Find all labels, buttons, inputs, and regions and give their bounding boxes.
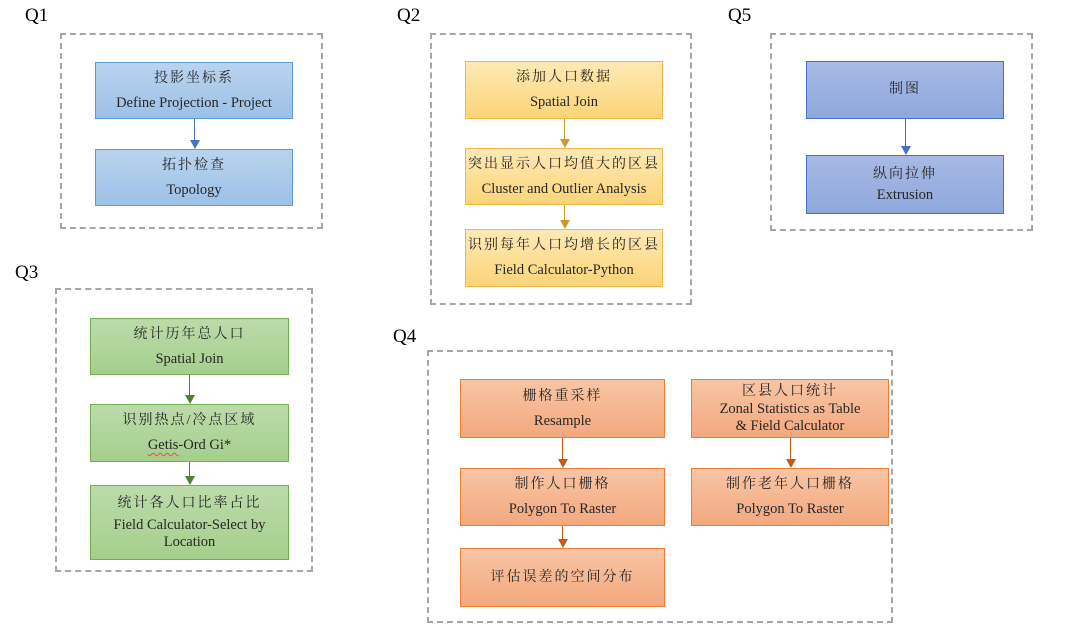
- step-label-zh: 识别每年人口均增长的区县: [468, 238, 660, 253]
- arrow-line: [189, 375, 191, 395]
- flow-step-hotspot-coldspot: [90, 404, 289, 462]
- arrow-line: [564, 205, 566, 220]
- group-container-q3: [55, 288, 313, 572]
- group-container-q4: [427, 350, 893, 623]
- step-label-zh: 投影坐标系: [154, 70, 234, 86]
- step-label-zh: 统计历年总人口: [133, 326, 246, 342]
- step-label-en-line1: Field Calculator-Select by: [113, 516, 266, 533]
- group-label-q3: Q3: [15, 262, 39, 283]
- flow-step-extrusion: [806, 155, 1004, 214]
- step-label-en: Cluster and Outlier Analysis: [481, 180, 647, 197]
- step-label-zh: 突出显示人口均值大的区县: [468, 156, 660, 172]
- group-label-q5: Q5: [728, 5, 752, 26]
- step-label-zh: 制图: [889, 82, 921, 97]
- arrow-line: [562, 526, 564, 539]
- step-label-en-line2: Location: [163, 533, 216, 550]
- step-label-en: Topology: [166, 181, 222, 198]
- group-container-q2: [430, 33, 692, 305]
- group-container-q1: [60, 33, 323, 229]
- flow-arrow: [184, 375, 195, 404]
- step-label-zh: 统计各人口比率占比: [117, 495, 262, 511]
- flow-arrow: [189, 119, 200, 149]
- arrow-head: [558, 539, 568, 548]
- step-label-zh: 识别热点/冷点区域: [122, 413, 257, 428]
- flow-arrow: [184, 462, 195, 485]
- step-label-zh: 评估误差的空间分布: [490, 569, 635, 585]
- step-label-zh: 拓扑检查: [162, 157, 226, 173]
- step-label-zh: 添加人口数据: [516, 70, 612, 85]
- flow-step-population-raster: [460, 468, 665, 526]
- group-label-q4: Q4: [393, 326, 417, 347]
- group-label-q2: Q2: [397, 5, 421, 26]
- flow-step-zonal-statistics: [691, 379, 889, 438]
- flow-step-topology: [95, 149, 293, 206]
- flow-step-cluster-outlier: [465, 148, 663, 205]
- step-label-zh: 区县人口统计: [742, 383, 838, 399]
- arrow-head: [901, 146, 911, 155]
- step-label-en-rest: -Ord Gi*: [178, 437, 232, 453]
- flow-step-add-population: [465, 61, 663, 119]
- flow-arrow: [557, 526, 568, 548]
- flow-arrow: [559, 205, 570, 229]
- flow-step-elderly-raster: [691, 468, 889, 526]
- arrow-line: [905, 119, 907, 146]
- flow-arrow: [559, 119, 570, 148]
- step-label-en: Resample: [533, 412, 592, 429]
- step-label-en: Spatial Join: [155, 350, 224, 367]
- arrow-line: [194, 119, 196, 140]
- step-label-en: Spatial Join: [529, 94, 599, 110]
- step-label-zh: 纵向拉伸: [873, 166, 937, 182]
- flow-arrow: [785, 438, 796, 468]
- arrow-line: [189, 462, 191, 476]
- step-label-en: [148, 437, 231, 454]
- flow-step-total-population: [90, 318, 289, 375]
- step-label-en: Polygon To Raster: [736, 501, 844, 517]
- group-label-q1: Q1: [25, 5, 49, 26]
- flow-step-resample: [460, 379, 665, 438]
- step-label-en: [720, 401, 861, 435]
- step-label-en: Define Projection - Project: [116, 94, 272, 111]
- flow-arrow: [557, 438, 568, 468]
- arrow-head: [185, 395, 195, 404]
- step-label-en: Extrusion: [876, 186, 934, 203]
- step-label-en: Field Calculator-Python: [494, 262, 634, 278]
- flow-arrow: [900, 119, 911, 155]
- arrow-head: [190, 140, 200, 149]
- step-label-zh: 制作人口栅格: [514, 477, 611, 492]
- arrow-head: [558, 459, 568, 468]
- arrow-head: [560, 220, 570, 229]
- flow-step-population-ratio: [90, 485, 289, 560]
- flow-step-projection: [95, 62, 293, 119]
- step-label-en-line1: Zonal Statistics as Table: [719, 400, 861, 417]
- group-container-q5: [770, 33, 1033, 231]
- arrow-head: [560, 139, 570, 148]
- arrow-line: [564, 119, 566, 139]
- step-label-zh: 制作老年人口栅格: [726, 477, 854, 492]
- step-label-zh: 栅格重采样: [522, 388, 603, 404]
- step-label-en-line2: & Field Calculator: [735, 417, 845, 434]
- arrow-line: [562, 438, 564, 459]
- arrow-line: [790, 438, 792, 459]
- flow-step-mapping: [806, 61, 1004, 119]
- misspelled-word: Getis: [147, 437, 179, 453]
- flow-step-field-calculator-python: [465, 229, 663, 287]
- arrow-head: [185, 476, 195, 485]
- step-label-en: Polygon To Raster: [508, 501, 617, 517]
- arrow-head: [786, 459, 796, 468]
- step-label-en: [114, 517, 266, 551]
- flow-step-error-distribution: [460, 548, 665, 607]
